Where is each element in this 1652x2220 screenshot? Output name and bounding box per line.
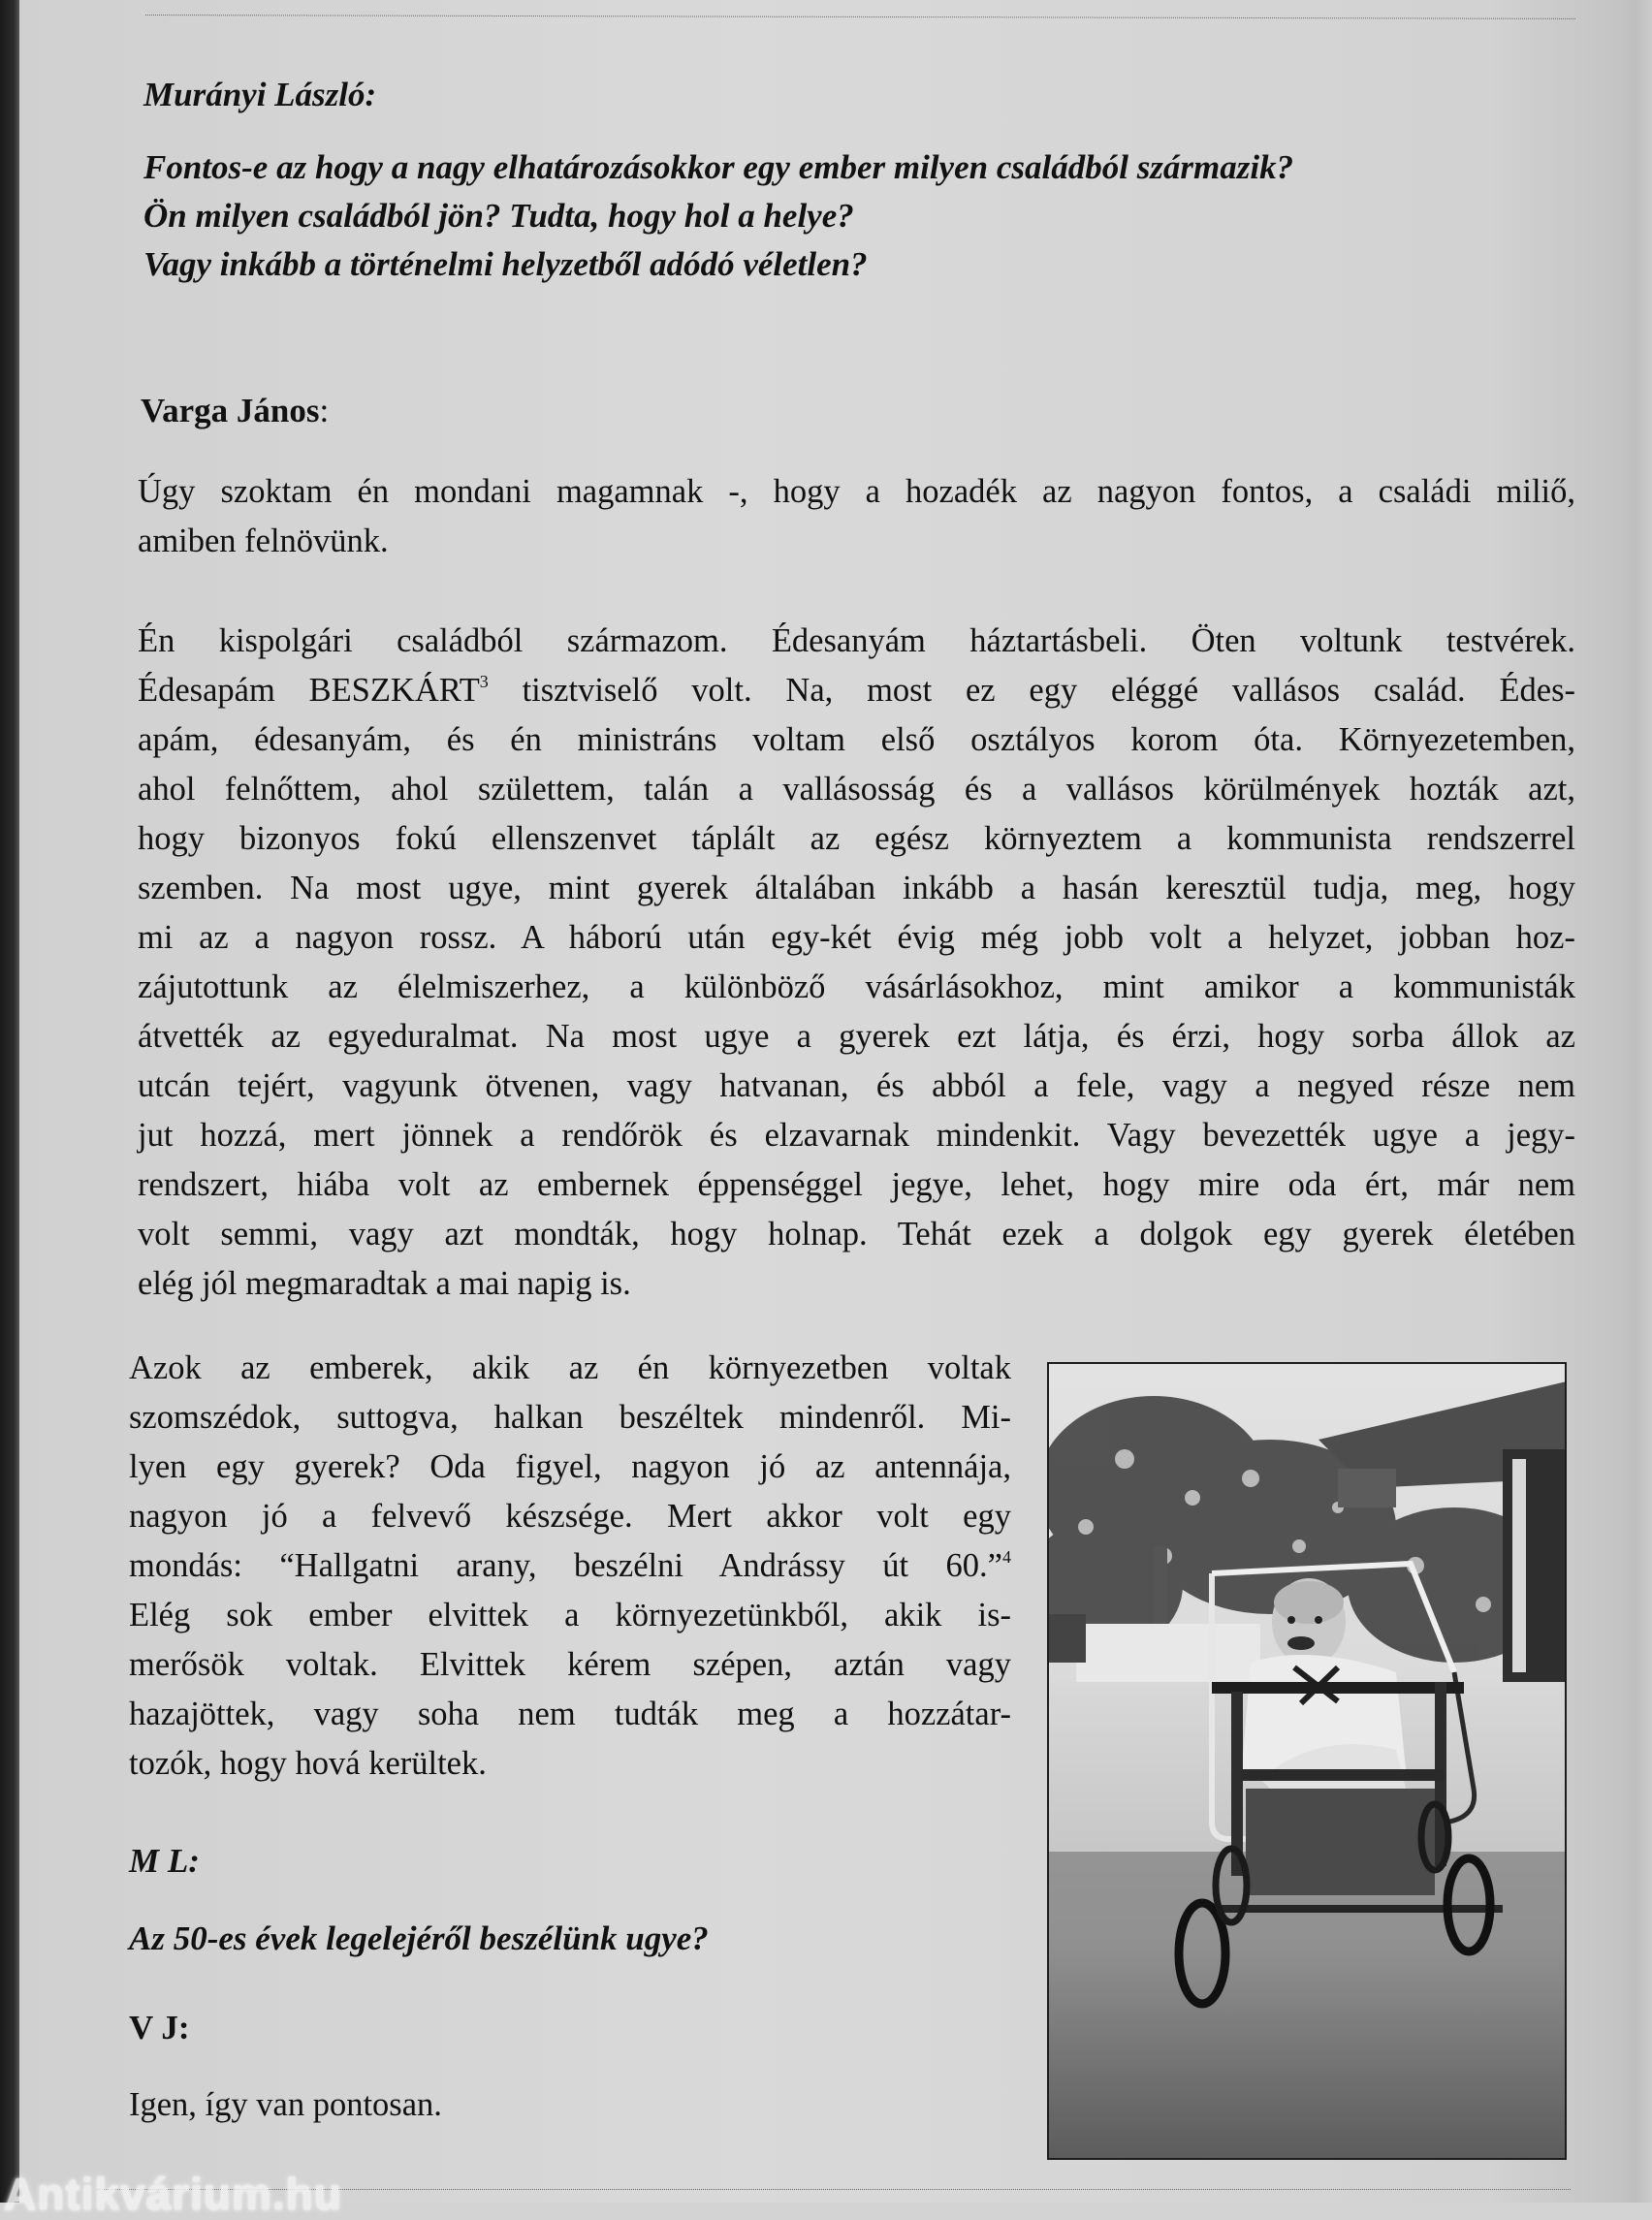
respondent-name <box>141 392 329 430</box>
footnote-marker: 3 <box>479 672 489 691</box>
text-line: elég jól megmaradtak a mai napig is. <box>138 1265 631 1302</box>
paragraph-neighbours <box>129 1344 1011 1789</box>
text-line: lyen egy gyerek? Oda figyel, nagyon jó az antennája, <box>129 1448 1011 1485</box>
question-line: Vagy inkább a történelmi helyzetből adódó véletlen? <box>143 245 868 283</box>
question-line: Fontos-e az hogy a nagy elhatározásokkor egy ember milyen családból származik? <box>143 148 1294 186</box>
text-line: Azok az emberek, akik az én környezetben voltak <box>129 1349 1011 1386</box>
interviewer-name: Murányi László: <box>143 76 377 113</box>
text-line: jut hozzá, mert jönnek a rendőrök és elzavarnak mindenkit. Vagy bevezették ugye a jegy- <box>138 1117 1575 1154</box>
interviewer-initials: M L: <box>129 1842 200 1880</box>
interviewer-followup-question: Az 50-es évek legelejéről beszélünk ugye? <box>129 1919 709 1957</box>
respondent-colon: : <box>319 392 330 429</box>
text-line: Úgy szoktam én mondani magamnak -, hogy a hozadék az nagyon fontos, a családi miliő, <box>138 473 1575 510</box>
paragraph-intro <box>138 467 1575 566</box>
respondent-answer: Igen, így van pontosan. <box>129 2086 442 2123</box>
photo-image <box>1047 1362 1567 2160</box>
text-line: nagyon jó a felvevő készsége. Mert akkor volt egy <box>129 1498 1011 1535</box>
text-line: hogy bizonyos fokú ellenszenvet táplált az egész környeztem a kommunista rendszerrel <box>138 820 1575 857</box>
text-line: apám, édesanyám, és én ministráns voltam első osztályos korom óta. Környezetemben, <box>138 721 1575 758</box>
text-line: hazajöttek, vagy soha nem tudták meg a hozzátar- <box>129 1696 1011 1732</box>
respondent-initials: V J: <box>129 2009 190 2046</box>
respondent-name-text: Varga János <box>141 392 320 429</box>
top-rule <box>145 15 1575 19</box>
text-line: Elég sok ember elvittek a környezetünkből, akik is- <box>129 1597 1011 1633</box>
text-line: rendszert, hiába volt az embernek éppenséggel jegye, lehet, hogy mire oda ért, már nem <box>138 1166 1575 1203</box>
text-fragment: mondás: “Hallgatni arany, beszélni Andrássy út 60.” <box>129 1547 1002 1584</box>
text-line: tozók, hogy hová kerültek. <box>129 1745 487 1782</box>
text-line: zájutottunk az élelmiszerhez, a különböző vásárlásokhoz, mint amikor a kommunisták <box>138 968 1575 1005</box>
text-line <box>138 666 1575 715</box>
text-line <box>129 1541 1011 1591</box>
interviewer-question <box>143 143 1617 289</box>
baby-in-pram-photo <box>1047 1362 1567 2160</box>
text-line: merősök voltak. Elvittek kérem szépen, aztán vagy <box>129 1646 1011 1683</box>
footnote-marker: 4 <box>1002 1547 1011 1567</box>
text-line: szomszédok, suttogva, halkan beszéltek mindenről. Mi- <box>129 1399 1011 1436</box>
text-fragment: tisztviselő volt. Na, most ez egy eléggé vallásos család. Édes- <box>488 672 1575 709</box>
paragraph-family <box>138 617 1575 1309</box>
text-line: ahol felnőttem, ahol születtem, talán a vallásosság és a vallásos körülmények hozták azt, <box>138 771 1575 808</box>
text-fragment: Édesapám BESZKÁRT <box>138 672 480 709</box>
text-line: mi az a nagyon rossz. A háború után egy-két évig még jobb volt a helyzet, jobban hoz- <box>138 919 1575 956</box>
text-line: átvették az egyeduralmat. Na most ugye a gyerek ezt látja, és érzi, hogy sorba állok az <box>138 1018 1575 1055</box>
text-line: Én kispolgári családból származom. Édesanyám háztartásbeli. Öten voltunk testvérek. <box>138 622 1575 659</box>
text-line: utcán tejért, vagyunk ötvenen, vagy hatvanan, és abból a fele, vagy a negyed része nem <box>138 1067 1575 1104</box>
question-line: Ön milyen családból jön? Tudta, hogy hol a helye? <box>143 197 854 235</box>
page-edge-shadow <box>1619 0 1652 2203</box>
text-line: amiben felnövünk. <box>138 523 389 559</box>
text-line: szemben. Na most ugye, mint gyerek általában inkább a hasán keresztül tudja, meg, hogy <box>138 870 1575 906</box>
book-spine-edge <box>0 0 19 2203</box>
text-line: volt semmi, vagy azt mondták, hogy holnap. Tehát ezek a dolgok egy gyerek életében <box>138 1216 1575 1253</box>
watermark: Antikvárium.hu <box>4 2169 342 2219</box>
